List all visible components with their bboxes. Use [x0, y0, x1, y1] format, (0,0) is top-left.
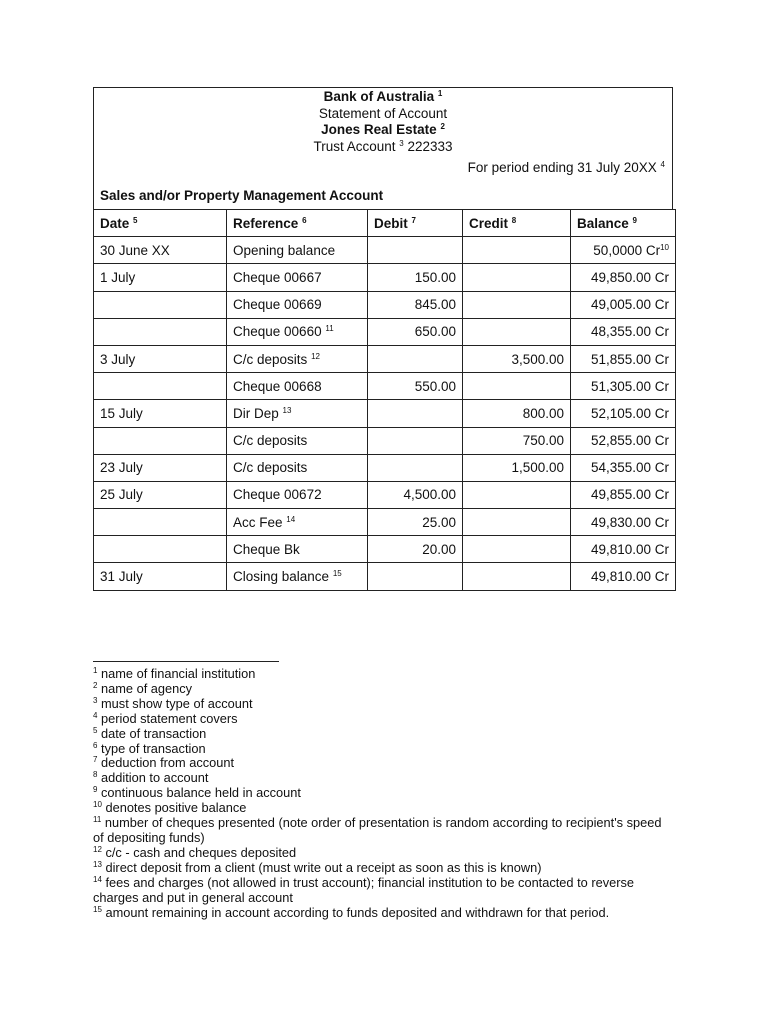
cell-balance: 49,005.00 Cr [571, 291, 676, 318]
footnote-text: c/c - cash and cheques deposited [105, 844, 297, 860]
table-row [94, 427, 676, 454]
footnote-number: 2 [93, 680, 98, 690]
footnote-text: date of transaction [101, 725, 207, 741]
footnote-number: 1 [93, 666, 98, 675]
footnote-text: denotes positive balance [105, 800, 247, 816]
cell-date: 23 July [94, 454, 227, 481]
table-row [94, 563, 676, 590]
table-row [94, 454, 676, 481]
footnote-ref: 11 [325, 324, 334, 334]
footnote-number: 5 [93, 725, 98, 735]
footnote-number: 15 [93, 904, 102, 914]
table-row [94, 237, 676, 264]
cell-date [94, 509, 227, 536]
table-row [94, 509, 676, 536]
footnote [93, 801, 673, 816]
footnote-number: 4 [93, 710, 98, 720]
cell-reference: Acc Fee $^{14}$ [227, 509, 368, 536]
cell-reference: Cheque Bk [227, 536, 368, 563]
table-row [94, 345, 676, 372]
trust-account-line [94, 139, 672, 156]
cell-reference: Cheque 00667 [227, 264, 368, 291]
footnote [93, 786, 673, 801]
cell-date: 1 July [94, 264, 227, 291]
footnote [93, 756, 673, 771]
cell-debit [368, 427, 463, 454]
cell-date [94, 536, 227, 563]
cell-credit: 750.00 [463, 427, 571, 454]
footnote-text: addition to account [101, 770, 209, 786]
cell-reference: Closing balance $^{15}$ [227, 563, 368, 590]
footnote [93, 697, 673, 712]
cell-date: 3 July [94, 345, 227, 372]
footnote-text: must show type of account [101, 695, 253, 711]
footnote-ref: 10 [660, 242, 669, 252]
footnote [93, 712, 673, 727]
footnote [93, 742, 673, 757]
transactions-body [94, 237, 676, 590]
cell-debit: 4,500.00 [368, 481, 463, 508]
table-row [94, 373, 676, 400]
cell-reference: C/c deposits $^{12}$ [227, 345, 368, 372]
table-row [94, 400, 676, 427]
table-row [94, 291, 676, 318]
bank-name: Bank of Australia [323, 89, 435, 104]
transactions-table [93, 209, 676, 591]
footnote-ref: 4 [660, 160, 665, 169]
footnote-text: number of cheques presented (note order of presentation is random according to recipient's speed of depositing funds) [93, 815, 662, 845]
footnote-text: amount remaining in account according to funds deposited and withdrawn for that period. [105, 904, 610, 920]
footnote-text: fees and charges (not allowed in trust account); financial institution to be contacted to reverse charges and put in general account [93, 874, 634, 905]
cell-reference: C/c deposits [227, 427, 368, 454]
footnote-number: 9 [93, 785, 98, 795]
footnote [93, 906, 673, 921]
cell-credit [463, 563, 571, 590]
footnote-number: 14 [93, 874, 102, 884]
cell-date: 31 July [94, 563, 227, 590]
footnote-number: 3 [93, 695, 98, 705]
statement-title: Statement of Account [318, 105, 448, 121]
cell-date [94, 291, 227, 318]
cell-reference: Dir Dep $^{13}$ [227, 400, 368, 427]
agency-name: Jones Real Estate [321, 122, 437, 137]
cell-credit [463, 264, 571, 291]
cell-reference: Cheque 00660 $^{11}$ [227, 318, 368, 345]
footnote-text: name of agency [101, 680, 193, 696]
footnote [93, 846, 673, 861]
cell-reference: Cheque 00669 [227, 291, 368, 318]
footnote [93, 771, 673, 786]
cell-reference: C/c deposits [227, 454, 368, 481]
footnote-divider [93, 661, 279, 662]
account-number: 222333 [407, 138, 453, 154]
cell-balance: 49,810.00 Cr [571, 536, 676, 563]
table-row [94, 264, 676, 291]
cell-date [94, 427, 227, 454]
period-label: For period ending 31 July 20XX [467, 160, 657, 175]
footnote [93, 861, 673, 876]
footnote-number: 11 [93, 815, 102, 825]
col-header-date: Date $^5$ [94, 210, 227, 237]
footnote-number: 8 [93, 770, 98, 780]
cell-balance: 51,855.00 Cr [571, 345, 676, 372]
agency-line [94, 122, 672, 139]
footnote-text: period statement covers [101, 710, 238, 726]
cell-credit: 3,500.00 [463, 345, 571, 372]
footnote-text: name of financial institution [101, 666, 256, 681]
bank-name-line [94, 89, 672, 106]
cell-debit [368, 400, 463, 427]
footnote-text: direct deposit from a client (must write out a receipt as soon as this is known) [105, 859, 542, 875]
cell-credit [463, 373, 571, 400]
footnote-number: 12 [93, 844, 102, 854]
cell-credit [463, 318, 571, 345]
footnote-ref: 2 [440, 122, 445, 131]
footnote-text: continuous balance held in account [101, 785, 301, 801]
footnote-number: 10 [93, 800, 102, 810]
cell-debit [368, 454, 463, 481]
cell-balance: 49,855.00 Cr [571, 481, 676, 508]
cell-balance: 49,830.00 Cr [571, 509, 676, 536]
cell-debit [368, 345, 463, 372]
cell-credit [463, 509, 571, 536]
col-header-reference: Reference $^6$ [227, 210, 368, 237]
table-row [94, 536, 676, 563]
account-label: Trust Account [313, 138, 396, 154]
footnote-ref: 12 [311, 351, 320, 361]
cell-balance: 50,0000 Cr$^{10}$ [571, 237, 676, 264]
footnote-text: deduction from account [101, 755, 235, 771]
cell-credit [463, 481, 571, 508]
cell-debit [368, 237, 463, 264]
footnote-text: type of transaction [101, 740, 206, 756]
cell-balance: 52,855.00 Cr [571, 427, 676, 454]
cell-debit: 845.00 [368, 291, 463, 318]
col-header-balance: Balance $^9$ [571, 210, 676, 237]
statement-header [93, 87, 673, 209]
cell-credit: 800.00 [463, 400, 571, 427]
cell-balance: 48,355.00 Cr [571, 318, 676, 345]
period-line [468, 160, 665, 175]
cell-credit [463, 291, 571, 318]
footnote [93, 727, 673, 742]
cell-date: 30 June XX [94, 237, 227, 264]
cell-credit: 1,500.00 [463, 454, 571, 481]
footnote [93, 876, 673, 906]
footnote [93, 816, 673, 846]
footnote [93, 682, 673, 697]
footnote-ref: 13 [282, 405, 292, 415]
cell-debit: 550.00 [368, 373, 463, 400]
cell-date [94, 373, 227, 400]
footnote-ref: 14 [286, 514, 296, 524]
footnotes [93, 667, 673, 920]
cell-date: 25 July [94, 481, 227, 508]
cell-balance: 54,355.00 Cr [571, 454, 676, 481]
table-row [94, 318, 676, 345]
cell-debit: 25.00 [368, 509, 463, 536]
footnote-ref: 15 [332, 569, 342, 579]
statement-sheet [93, 87, 675, 591]
cell-balance: 49,850.00 Cr [571, 264, 676, 291]
cell-reference: Opening balance [227, 237, 368, 264]
footnote-number: 13 [93, 859, 102, 869]
footnote-number: 6 [93, 740, 98, 750]
col-header-credit: Credit $^8$ [463, 210, 571, 237]
footnote-ref: 1 [437, 89, 443, 98]
cell-credit [463, 536, 571, 563]
cell-balance: 49,810.00 Cr [571, 563, 676, 590]
cell-debit: 650.00 [368, 318, 463, 345]
cell-debit [368, 563, 463, 590]
cell-debit: 20.00 [368, 536, 463, 563]
account-title: Sales and/or Property Management Account [100, 188, 384, 203]
cell-balance: 52,105.00 Cr [571, 400, 676, 427]
table-header-row [94, 210, 676, 237]
footnote-number: 7 [93, 755, 98, 765]
cell-credit [463, 237, 571, 264]
cell-reference: Cheque 00672 [227, 481, 368, 508]
cell-date [94, 318, 227, 345]
footnote [93, 667, 673, 682]
cell-debit: 150.00 [368, 264, 463, 291]
cell-reference: Cheque 00668 [227, 373, 368, 400]
cell-date: 15 July [94, 400, 227, 427]
cell-balance: 51,305.00 Cr [571, 373, 676, 400]
footnote-ref: 3 [399, 138, 404, 148]
col-header-debit: Debit $^7$ [368, 210, 463, 237]
table-row [94, 481, 676, 508]
